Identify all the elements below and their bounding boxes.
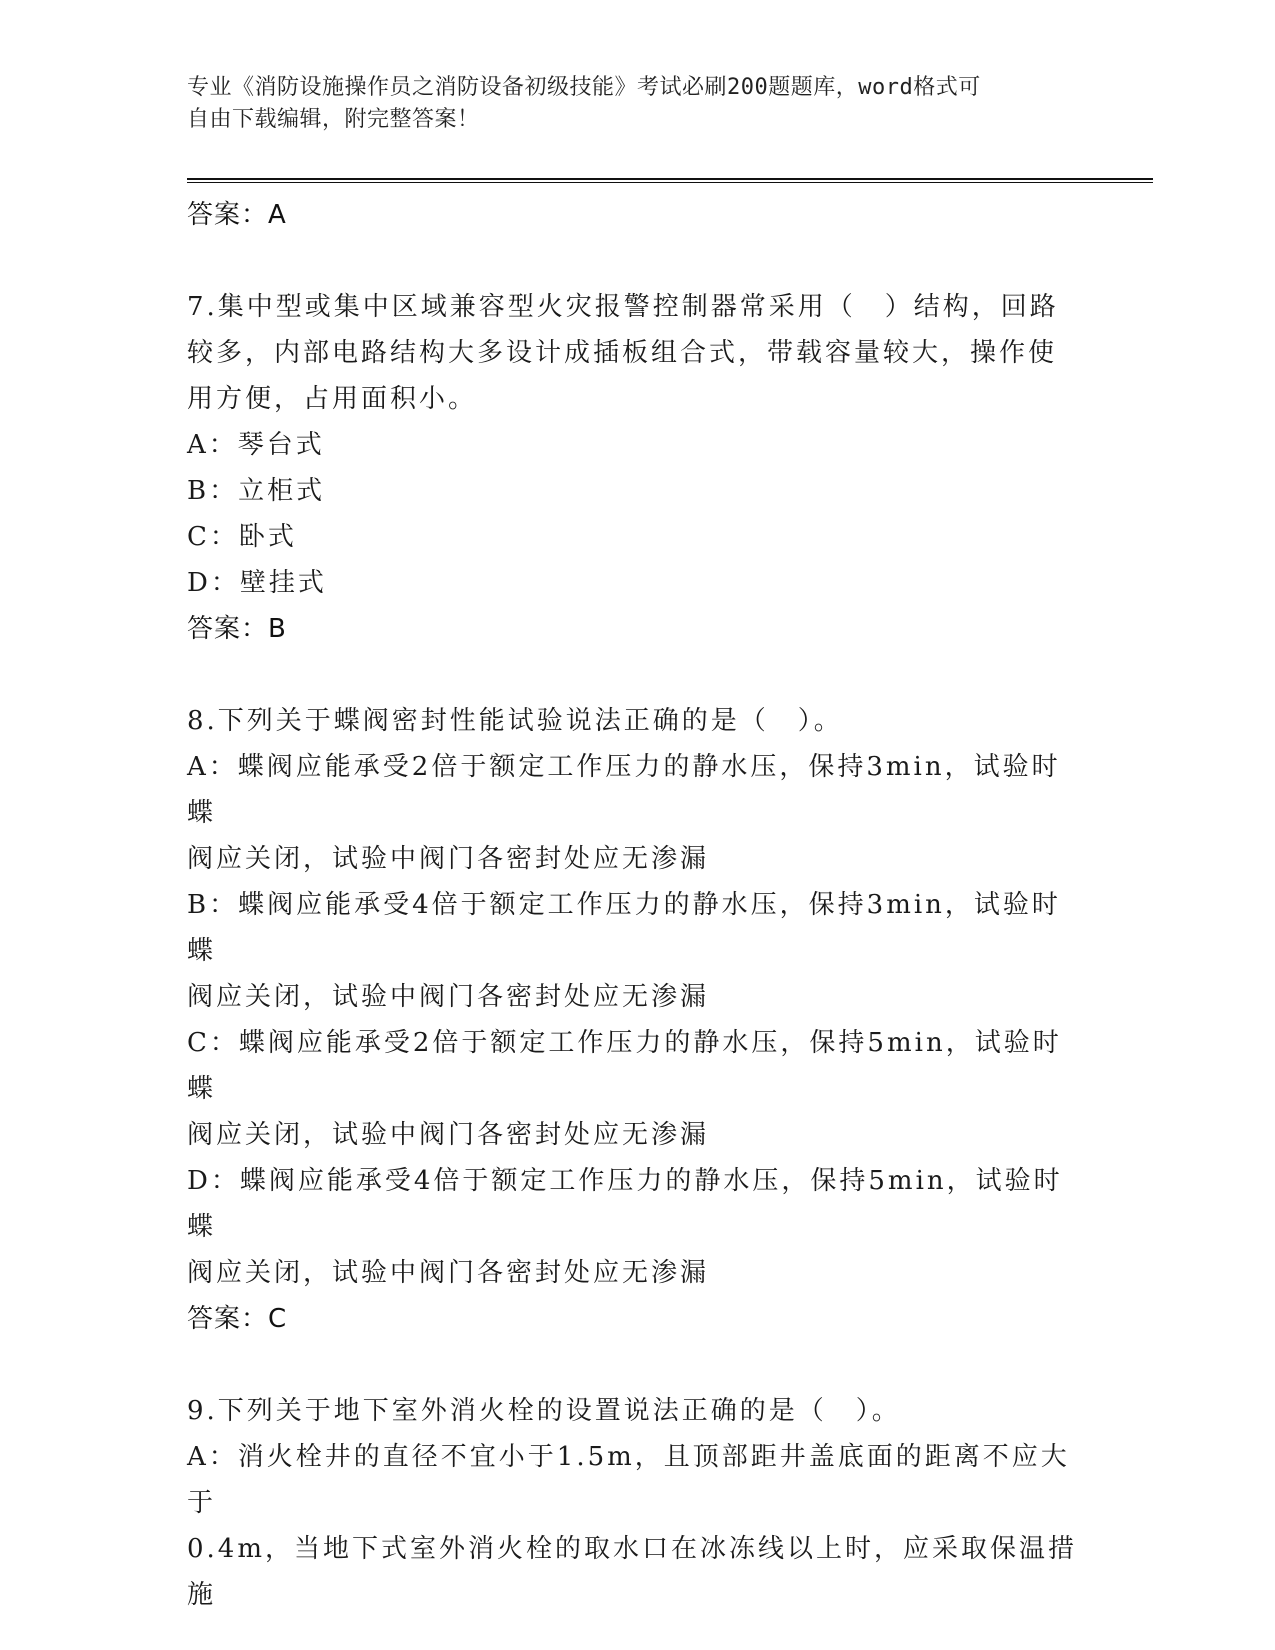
spacer [187,238,1087,284]
option-d-continued: 阀应关闭，试验中阀门各密封处应无渗漏 [187,1258,710,1288]
spacer [187,1342,1087,1388]
option-a: A：消火栓井的直径不宜小于1.5m，且顶部距井盖底面的距离不应大于 [187,1442,1070,1518]
option-a-continued: 0.4m，当地下式室外消火栓的取水口在冰冻线以上时，应采取保温措 [187,1534,1078,1564]
option-b-continued: 阀应关闭，试验中阀门各密封处应无渗漏 [187,982,710,1012]
option-b: B：蝶阀应能承受4倍于额定工作压力的静水压，保持3min，试验时蝶 [187,890,1061,966]
option-a-continued: 阀应关闭，试验中阀门各密封处应无渗漏 [187,844,710,874]
option-d: D：蝶阀应能承受4倍于额定工作压力的静水压，保持5min，试验时蝶 [187,1166,1063,1242]
header-line-1: 专业《消防设施操作员之消防设备初级技能》考试必刷200题题库，word格式可 [187,75,981,100]
option-a-continued: 施 [187,1580,217,1610]
option-d: D：壁挂式 [187,568,327,598]
previous-answer: 答案：A [187,200,287,230]
question-text-line: 9.下列关于地下室外消火栓的设置说法正确的是（ ）。 [187,1396,901,1426]
question-8 [187,698,1087,1342]
answer: 答案：B [187,614,287,644]
header-divider-thick [187,178,1153,180]
option-b: B：立柜式 [187,476,326,506]
question-text-line: 7.集中型或集中区域兼容型火灾报警控制器常采用（ ）结构，回路 [187,292,1059,322]
question-7 [187,284,1087,652]
header-line-2: 自由下载编辑，附完整答案！ [187,107,480,132]
question-9 [187,1388,1087,1618]
option-c-continued: 阀应关闭，试验中阀门各密封处应无渗漏 [187,1120,710,1150]
option-a: A：蝶阀应能承受2倍于额定工作压力的静水压，保持3min，试验时蝶 [187,752,1061,828]
option-c: C：蝶阀应能承受2倍于额定工作压力的静水压，保持5min，试验时蝶 [187,1028,1062,1104]
option-c: C：卧式 [187,522,297,552]
question-text-line: 较多，内部电路结构大多设计成插板组合式，带载容量较大，操作使 [187,338,1058,368]
option-a: A：琴台式 [187,430,325,460]
document-body [187,192,1087,1618]
spacer [187,652,1087,698]
question-text-line: 用方便，占用面积小。 [187,384,478,414]
header-divider-thin [187,182,1153,183]
answer: 答案：C [187,1304,288,1334]
page-header [187,72,1087,136]
question-text-line: 8.下列关于蝶阀密封性能试验说法正确的是（ ）。 [187,706,843,736]
